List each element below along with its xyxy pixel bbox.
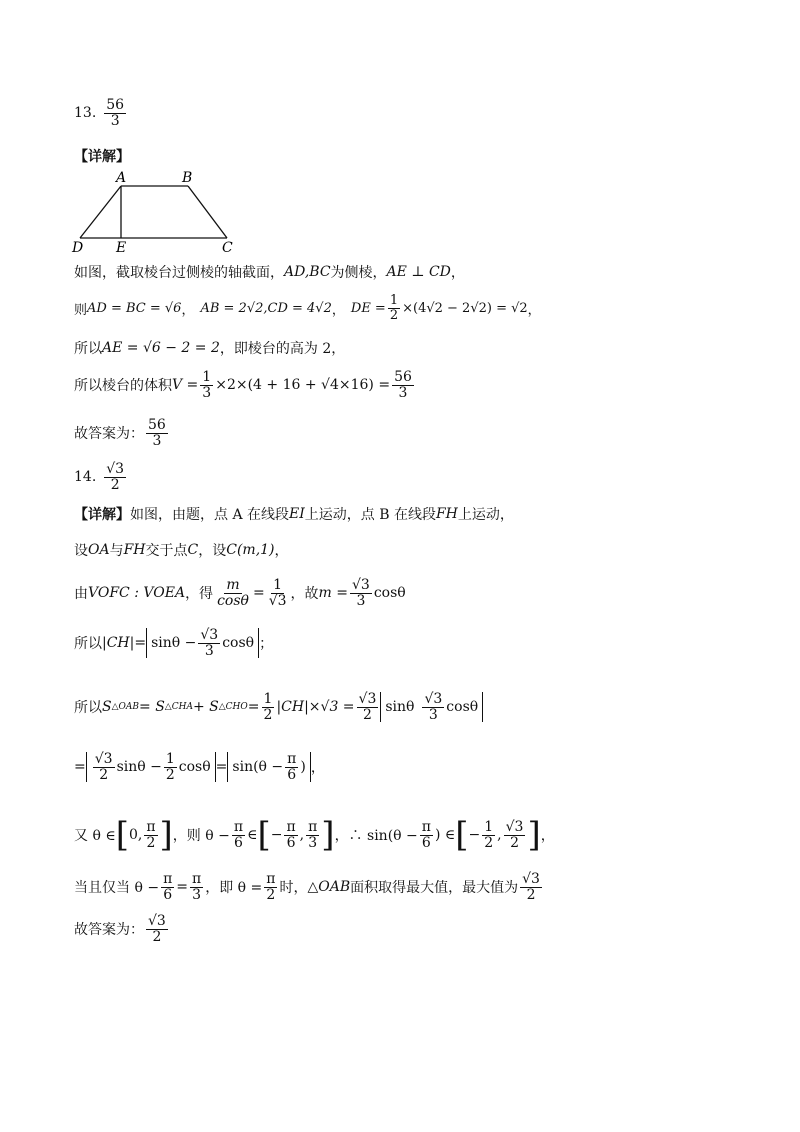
p14-line-7: 又 θ ∈ [ 0, $\frac{\pi}{2}$ ] ，则 θ − $\frac{\pi}{6}$ ∈ [ − $\frac{\pi}{6}$ , $\frac{\pi}{3}$ ] ，∴ sin(θ − $\frac{\pi}{6}$ ) ∈ [ − $\frac{1}{2}$ , $\frac{√3}{2}$ ] ， — [74, 815, 555, 855]
problem-13-header — [74, 98, 128, 128]
p14-line-6: = $\frac{√3}{2}$ sinθ − $\frac{1}{2}$ cosθ = sin(θ − $\frac{\pi}{6}$ ) ， — [74, 751, 325, 783]
problem-number: 13. — [74, 105, 97, 122]
p14-line-2: 设 OA 与 FH 交于点 C ，设 C(m,1) ， — [74, 542, 289, 559]
detail-heading: 【详解】 — [74, 149, 130, 165]
label-d: D — [72, 240, 84, 252]
label-b: B — [182, 170, 193, 186]
p13-answer: 故答案为： $\frac{56}{3}$ — [74, 417, 166, 449]
p14-answer: 故答案为： $\frac{√3}{2}$ — [74, 913, 166, 945]
answer-fraction: $\frac{√3}{2}$ — [106, 461, 125, 493]
p13-line-3: 所以 AE = √6 − 2 = 2 ，即棱台的高为 2， — [74, 340, 346, 357]
p13-line-4: 所以棱台的体积 V = $\frac{1}{3}$ ×2×(4 + 16 + √4×16) = $\frac{56}{3}$ — [74, 369, 412, 401]
segment-bc — [188, 186, 227, 238]
label-a: A — [116, 170, 127, 186]
p14-line-5: 所以 S △OAB = S △CHA + S △CHO = $\frac{1}{2}$ |CH|×√3 = $\frac{√3}{2}$ sinθ $\frac{√3}{3}$ cosθ — [74, 692, 483, 722]
p13-line-2: 则 AD = BC = √6 ， AB = 2√2,CD = 4√2 ， DE = $\frac{1}{2}$ ×(4√2 − 2√2) = √2 ， — [74, 293, 541, 323]
p13-line-1: 如图，截取棱台过侧棱的轴截面， AD,BC 为侧棱， AE ⊥ CD ， — [74, 264, 465, 281]
p14-line-4: 所以 |CH| = sinθ − $\frac{√3}{3}$ cosθ ； — [74, 627, 274, 659]
p14-line-1: 【详解】 如图，由题，点 A 在线段 EI 上运动，点 B 在线段 FH 上运动， — [74, 506, 514, 523]
label-e: E — [116, 240, 127, 252]
label-c: C — [222, 240, 233, 252]
segment-ad — [80, 186, 121, 238]
p14-line-3: 由 VOFC : VOEA ，得 $\frac{m}{\cos\theta}$ = $\frac{1}{√3}$ ，故 m = $\frac{√3}{3}$ cosθ — [74, 577, 406, 609]
p14-line-8: 当且仅当 θ − $\frac{\pi}{6}$ = $\frac{\pi}{3}$ ，即 θ = $\frac{\pi}{2}$ 时， △OAB 面积取得最大值，最大值为 $\frac{√3}{2}$ — [74, 871, 540, 903]
answer-fraction: $\frac{56}{3}$ — [106, 97, 125, 129]
problem-14-header — [74, 462, 128, 492]
trapezoid-figure — [70, 168, 240, 252]
problem-number: 14. — [74, 469, 97, 486]
